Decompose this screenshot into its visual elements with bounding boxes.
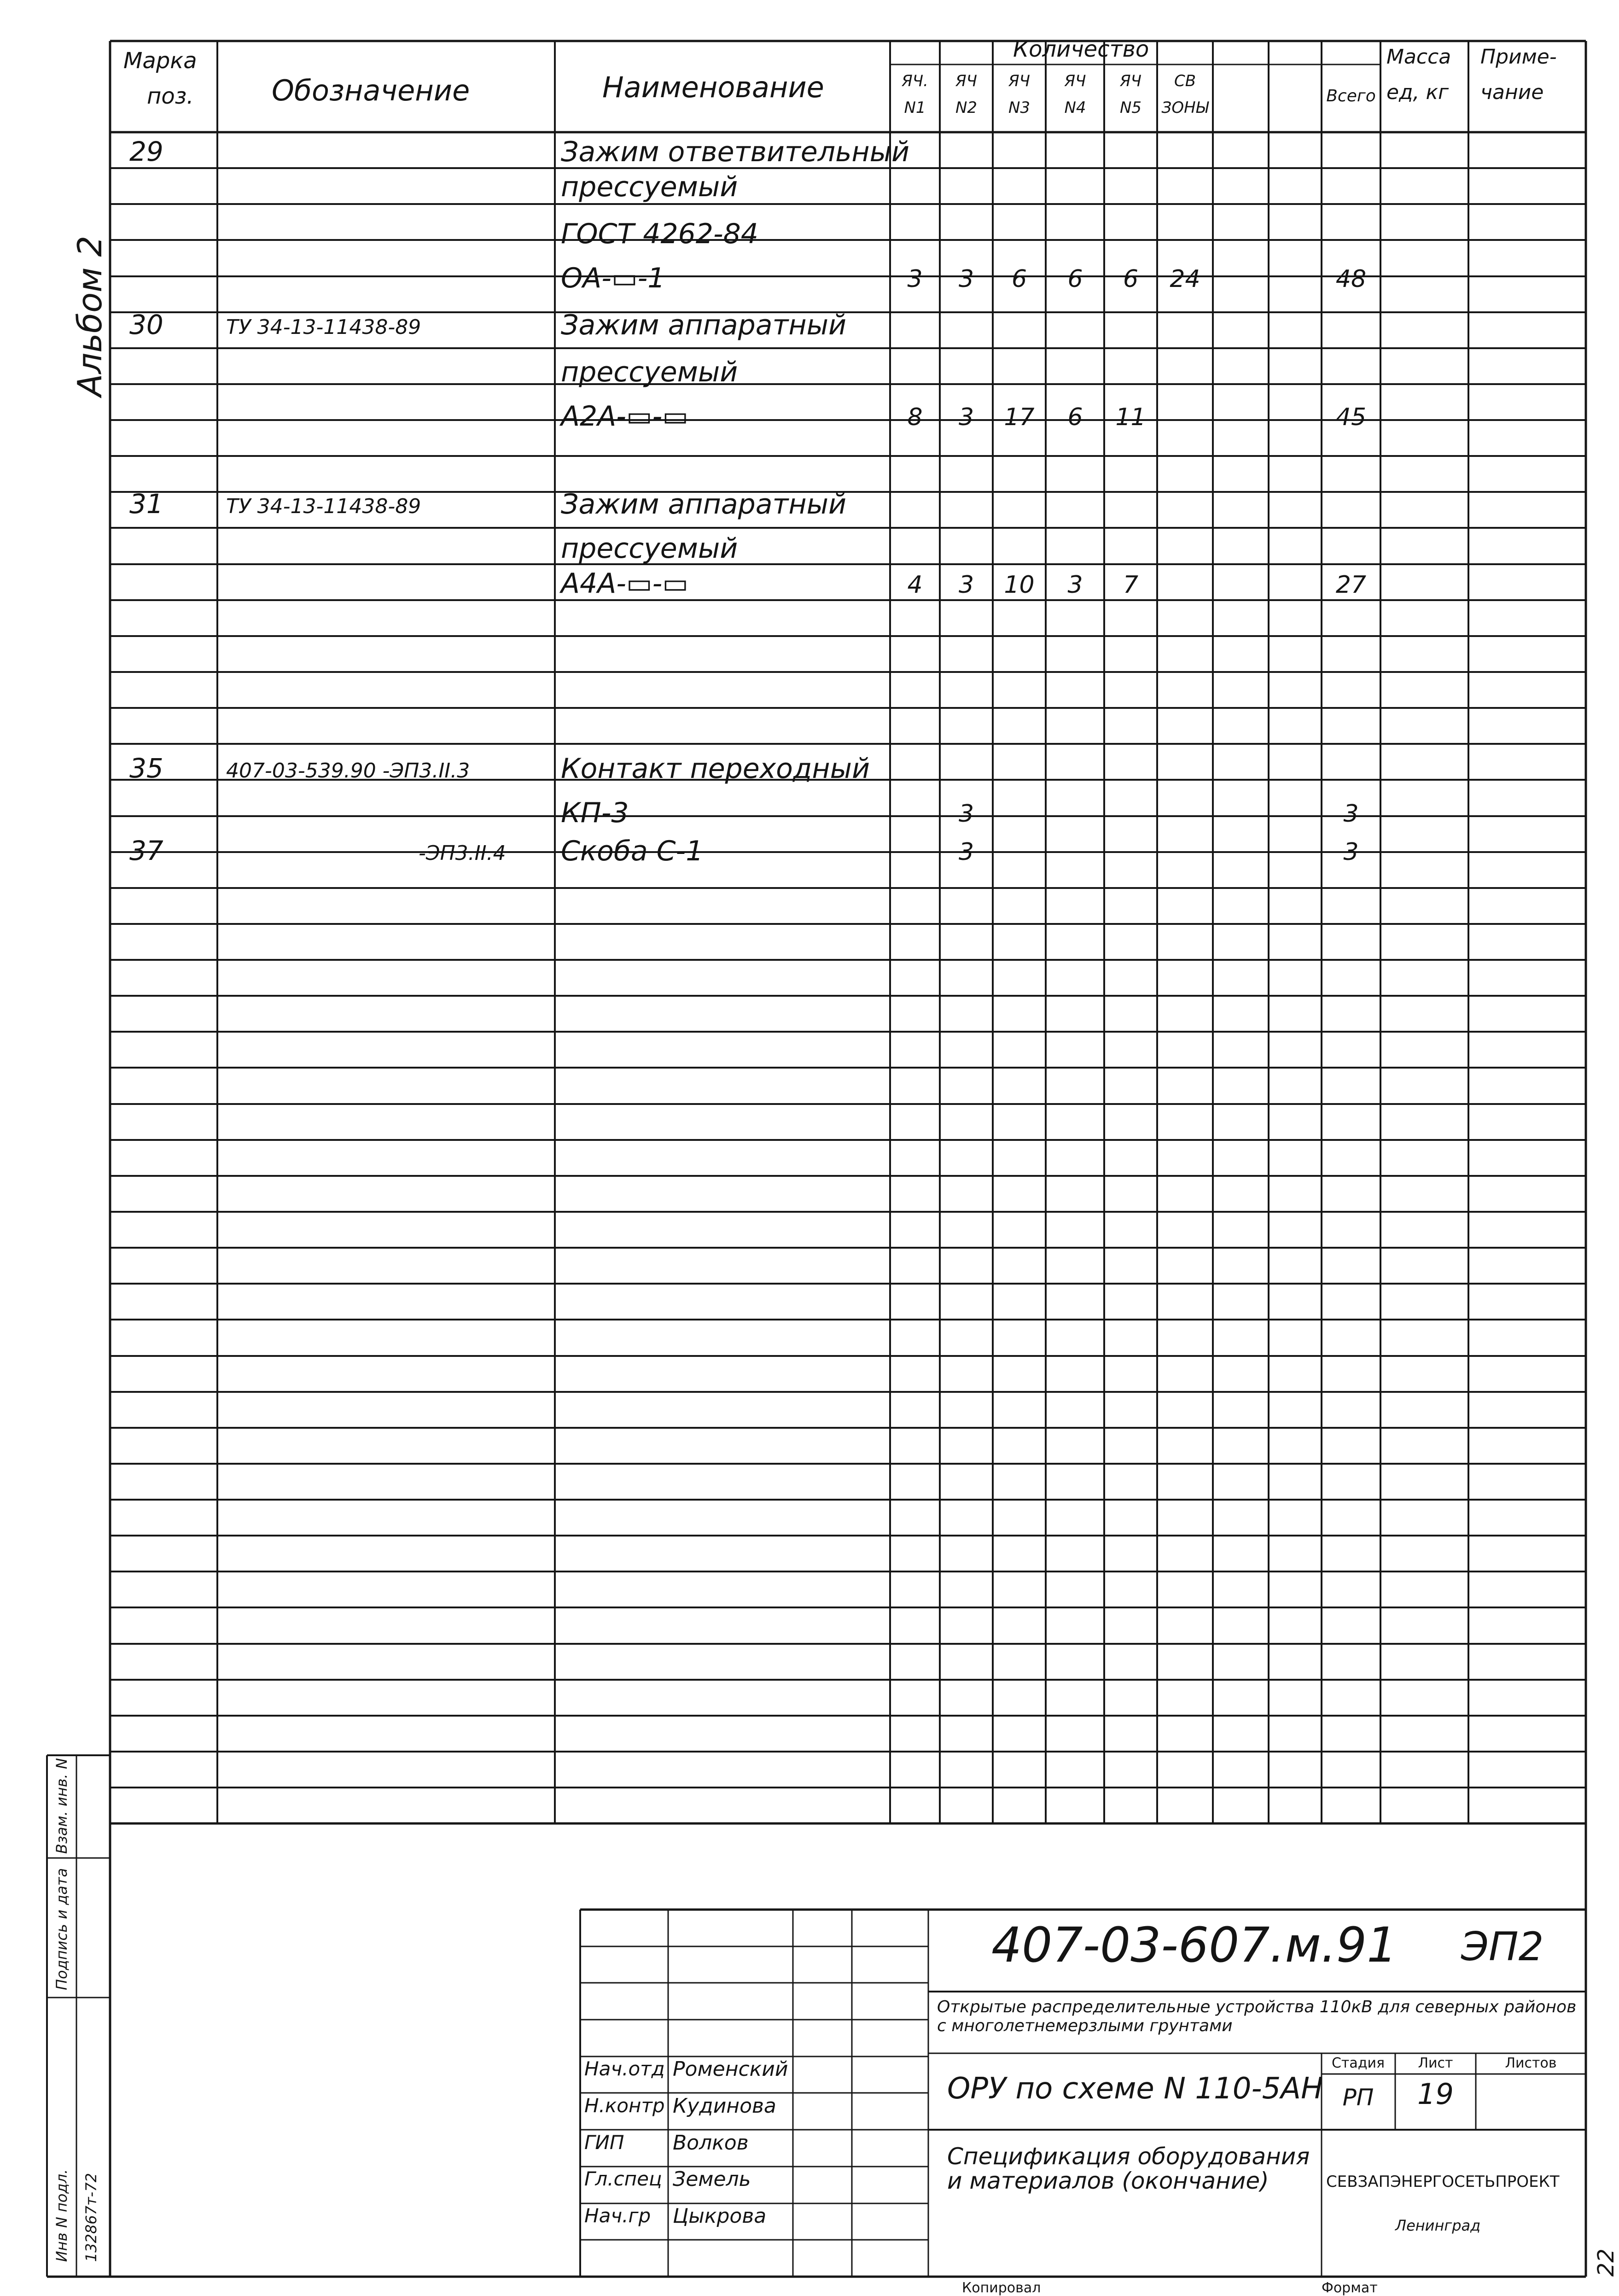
row-quantity: 17 (1004, 403, 1035, 431)
quantity-subheader: ЯЧ (1120, 72, 1141, 90)
row-quantity: 3 (958, 403, 974, 431)
row-name: Зажим аппаратный (561, 309, 847, 341)
stamp-stage-label: Стадия (1331, 2055, 1385, 2071)
designation-header: Обозначение (272, 74, 470, 107)
mark-header-sub: поз. (147, 83, 194, 109)
row-designation: ТУ 34-13-11438-89 (226, 315, 421, 339)
stamp-role: Нач.гр (584, 2204, 651, 2227)
row-quantity: 3 (958, 838, 974, 866)
stamp-person: Роменский (673, 2057, 788, 2081)
quantity-subheader: ЯЧ (1064, 72, 1086, 90)
quantity-subheader-num: N1 (904, 99, 926, 117)
stamp-role: Гл.спец (584, 2167, 662, 2190)
stamp-suffix: ЭП2 (1461, 1924, 1544, 1970)
stamp-role: Н.контр (584, 2094, 665, 2117)
stamp-format-label: Формат (1322, 2280, 1378, 2296)
row-quantity: 4 (907, 571, 923, 599)
stamp-project: ОРУ по схеме N 110-5АН (947, 2072, 1323, 2106)
stamp-copied-label: Копировал (962, 2280, 1041, 2296)
stamp-role: ГИП (584, 2131, 624, 2154)
row-name: КП-3 (561, 797, 629, 829)
note-header: Приме- (1480, 45, 1557, 69)
stamp-code: 407-03-607.м.91 (991, 1917, 1398, 1973)
row-quantity: 8 (907, 403, 923, 431)
row-quantity: 6 (1067, 265, 1083, 293)
row-quantity: 3 (958, 571, 974, 599)
row-name: прессуемый (561, 171, 738, 203)
quantity-header: Количество (1013, 36, 1149, 62)
total-header: Всего (1326, 87, 1376, 105)
mass-header: Масса (1386, 45, 1451, 69)
row-designation: 407-03-539.90 -ЭП3.II.3 (226, 759, 470, 783)
stamp-person: Волков (673, 2131, 749, 2155)
quantity-subheader: СВ (1174, 72, 1196, 90)
row-name: ОА-▭-1 (561, 262, 665, 294)
row-quantity: 6 (1011, 265, 1027, 293)
stamp-description: Открытые распределительные устройства 110кВ для северных районов с многолетнемерзлыми грунтами (937, 1998, 1577, 2036)
row-name: А2А-▭-▭ (561, 400, 688, 432)
row-designation: ТУ 34-13-11438-89 (226, 495, 421, 518)
row-name: Зажим аппаратный (561, 488, 847, 520)
page-mark: 22 (1593, 2248, 1619, 2277)
stamp-organization: СЕВЗАПЭНЕРГОСЕТЬПРОЕКТ (1326, 2173, 1560, 2191)
row-total: 45 (1335, 403, 1367, 431)
row-total: 3 (1343, 800, 1359, 828)
row-name: А4А-▭-▭ (561, 567, 688, 600)
row-quantity: 6 (1067, 403, 1083, 431)
stamp-sheet-label: Лист (1418, 2055, 1453, 2071)
row-name: Зажим ответвительный (561, 136, 910, 168)
row-name: Скоба С-1 (561, 835, 704, 867)
row-quantity: 3 (958, 800, 974, 828)
quantity-subheader-num: N3 (1008, 99, 1031, 117)
name-header: Наименование (602, 70, 824, 104)
row-quantity: 6 (1123, 265, 1139, 293)
note-header-sub: чание (1480, 81, 1544, 104)
row-total: 3 (1343, 838, 1359, 866)
row-name: ГОСТ 4262-84 (561, 218, 758, 250)
left-strip-sign-date: Подпись и дата (53, 1868, 70, 1990)
stamp-role: Нач.отд (584, 2057, 665, 2080)
stamp-sheet: 19 (1417, 2077, 1454, 2111)
row-position: 37 (129, 835, 163, 866)
quantity-subheader: ЯЧ (1008, 72, 1030, 90)
quantity-subheader-num: ЗОНЫ (1161, 99, 1209, 117)
left-strip-inv-value: 132867т-72 (82, 2173, 100, 2262)
quantity-subheader-num: N4 (1064, 99, 1086, 117)
row-quantity: 10 (1004, 571, 1035, 599)
row-quantity: 3 (1067, 571, 1083, 599)
stamp-person: Земель (673, 2167, 751, 2191)
row-total: 27 (1335, 571, 1367, 599)
stamp-person: Цыкрова (673, 2204, 767, 2228)
row-designation: -ЭП3.II.4 (419, 841, 506, 865)
row-name: прессуемый (561, 532, 738, 565)
mark-header: Марка (123, 48, 197, 74)
left-strip-replaces: Взам. инв. N (53, 1758, 70, 1854)
quantity-subheader-num: N5 (1119, 99, 1142, 117)
row-name: Контакт переходный (561, 753, 870, 785)
row-quantity: 7 (1123, 571, 1139, 599)
row-quantity: 3 (958, 265, 974, 293)
mass-header-unit: ед, кг (1386, 81, 1449, 104)
row-position: 35 (129, 753, 163, 784)
quantity-subheader: ЯЧ (955, 72, 977, 90)
row-quantity: 24 (1170, 265, 1200, 293)
row-quantity: 11 (1115, 403, 1146, 431)
album-label: Альбом 2 (70, 235, 109, 397)
left-strip-inv-no: Инв N подл. (53, 2169, 70, 2262)
row-total: 48 (1335, 265, 1367, 293)
row-name: прессуемый (561, 356, 738, 388)
row-position: 29 (129, 136, 163, 167)
quantity-subheader-num: N2 (955, 99, 978, 117)
stamp-person: Кудинова (673, 2094, 776, 2118)
stamp-sheets-label: Листов (1505, 2055, 1557, 2071)
stamp-title: Спецификация оборудования и материалов (окончание) (947, 2143, 1310, 2194)
row-position: 30 (129, 309, 163, 340)
row-quantity: 3 (907, 265, 923, 293)
row-position: 31 (129, 488, 163, 520)
stamp-city: Ленинград (1395, 2217, 1481, 2234)
stamp-stage: РП (1342, 2084, 1374, 2111)
quantity-subheader: ЯЧ. (902, 72, 928, 90)
